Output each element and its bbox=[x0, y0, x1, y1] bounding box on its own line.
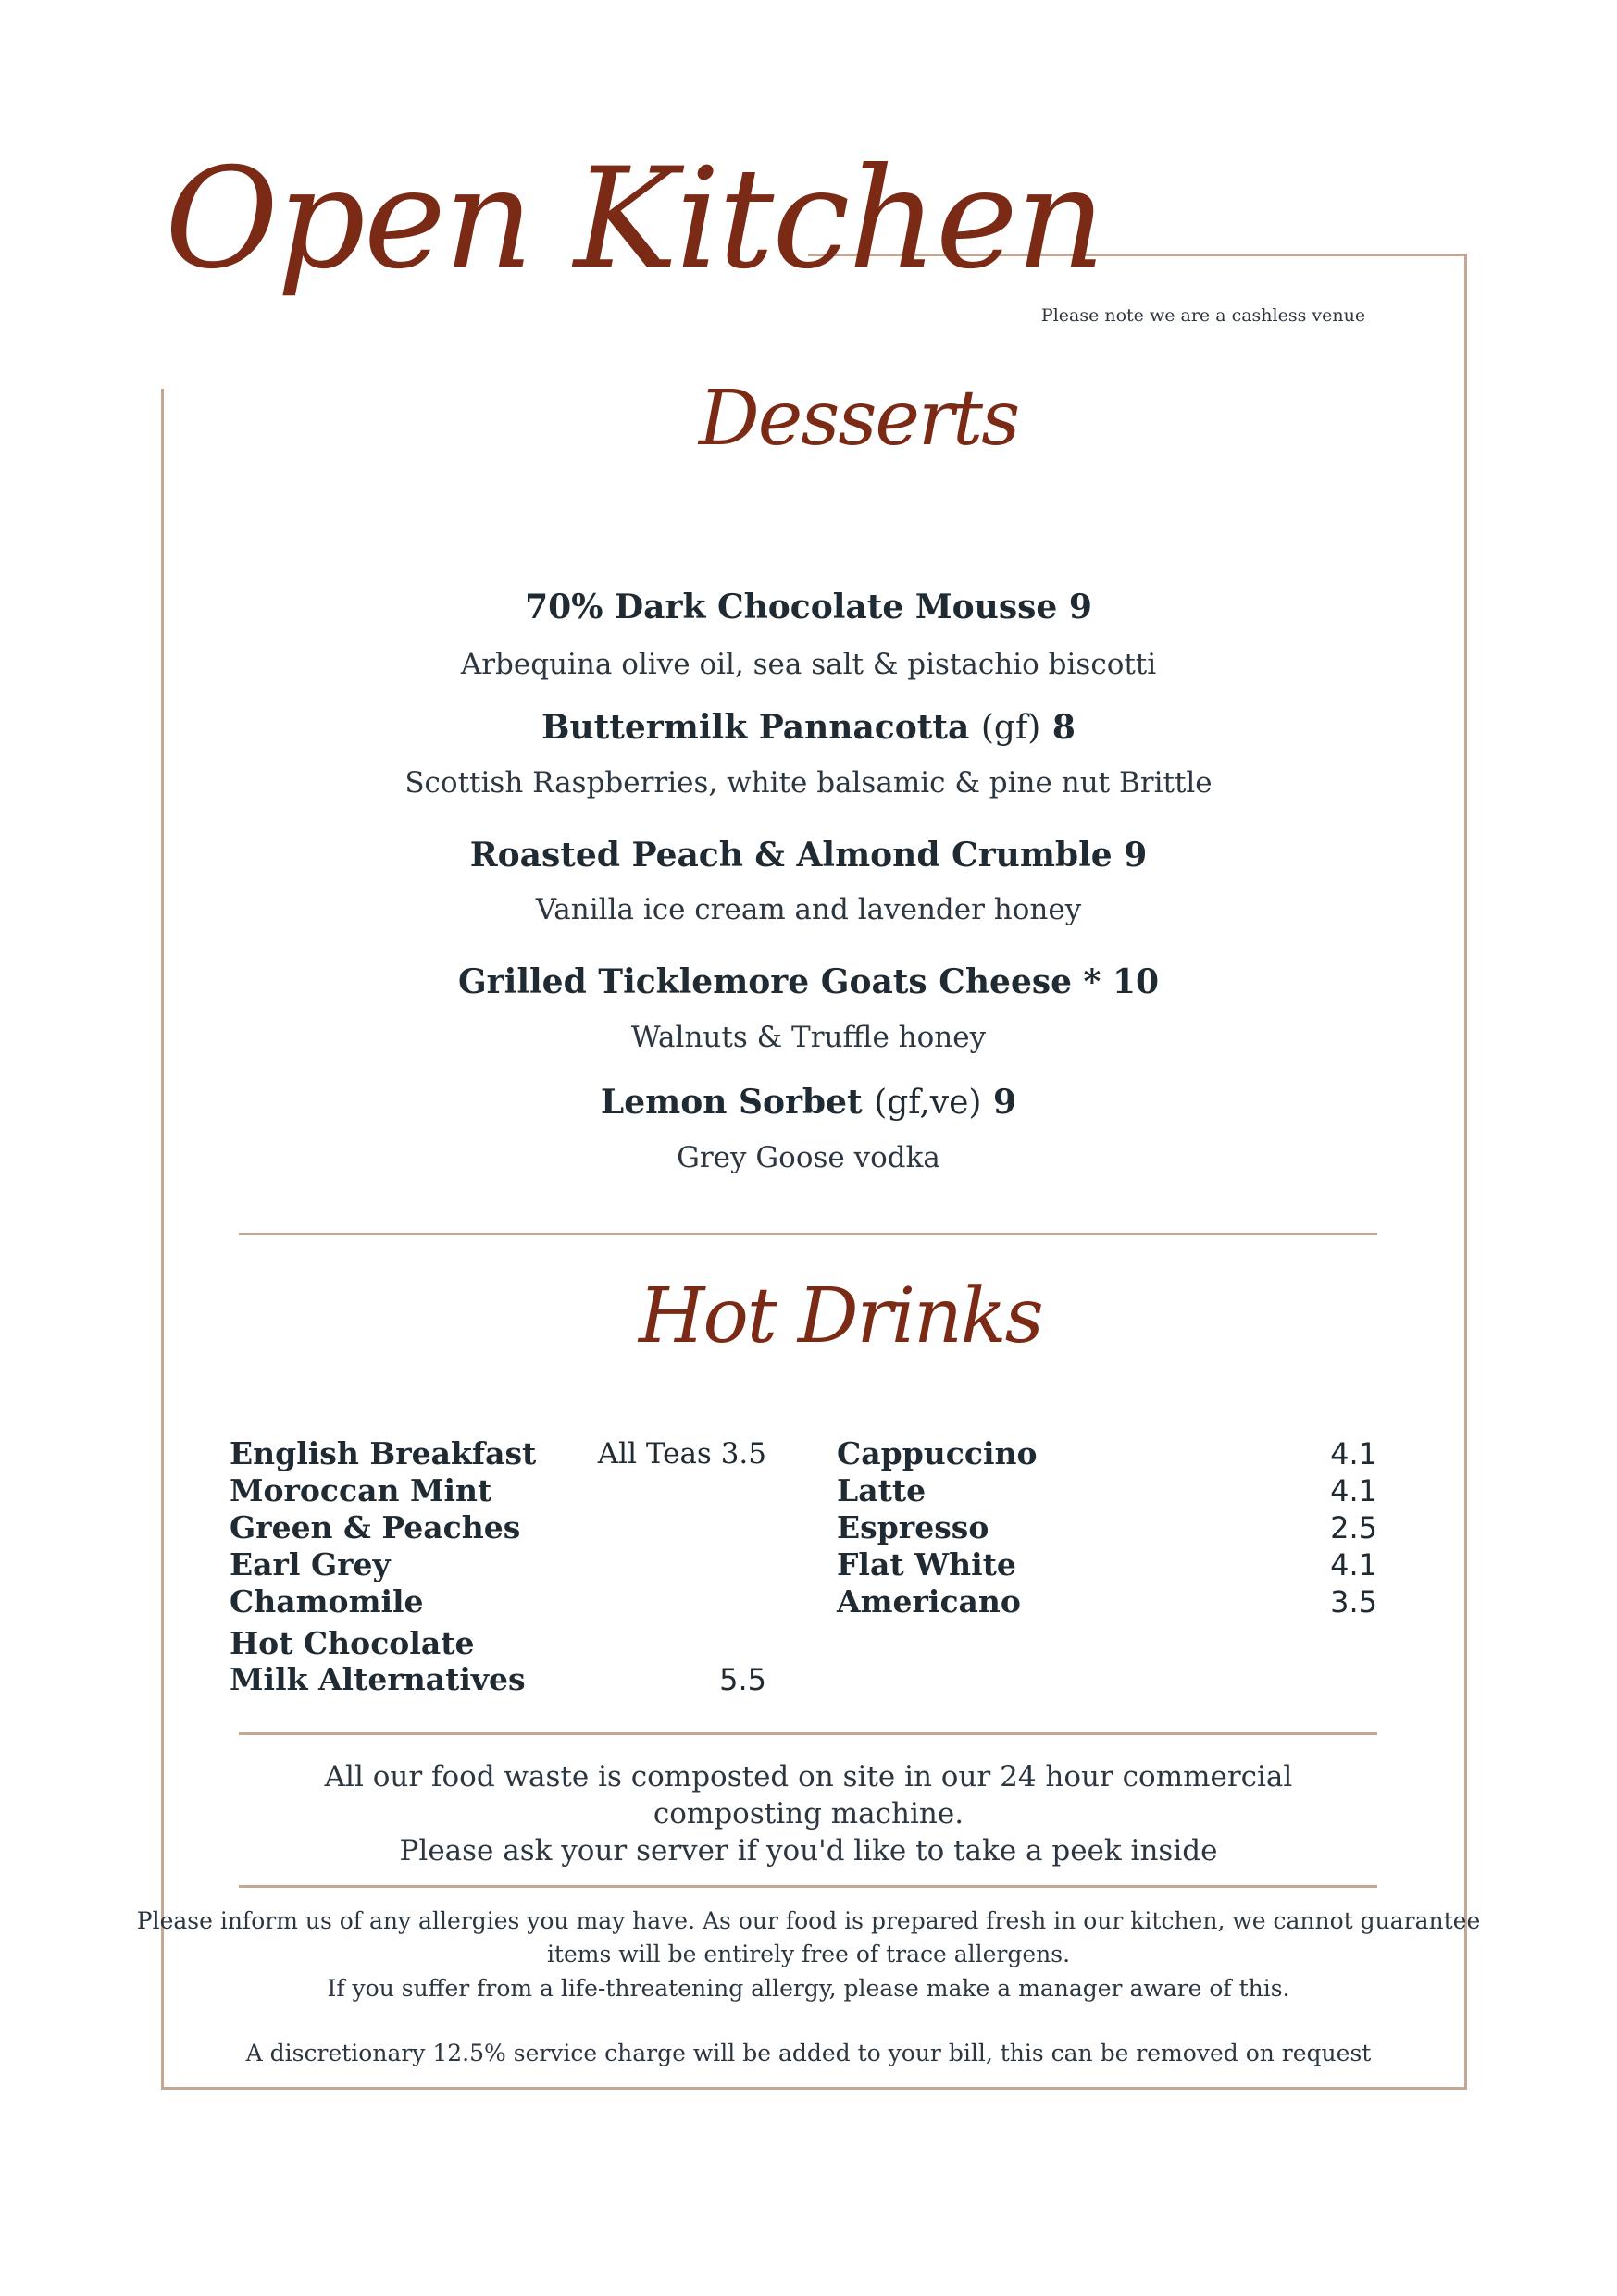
frame-bottom-border bbox=[161, 2087, 1467, 2090]
dessert-item-title bbox=[0, 1083, 1617, 1122]
tea-item: Earl Grey bbox=[230, 1546, 391, 1582]
tea-item: Green & Peaches bbox=[230, 1509, 521, 1545]
all-teas-price: All Teas 3.5 bbox=[597, 1437, 766, 1471]
milk-alternatives-price: 5.5 bbox=[719, 1662, 766, 1697]
coffee-price: 4.1 bbox=[1330, 1547, 1377, 1582]
coffee-item: Cappuccino bbox=[837, 1435, 1038, 1471]
dessert-price: 10 bbox=[1112, 962, 1160, 1001]
dessert-name: Grilled Ticklemore Goats Cheese * bbox=[457, 962, 1101, 1001]
dessert-name: Roasted Peach & Almond Crumble bbox=[469, 836, 1113, 875]
service-charge-note: A discretionary 12.5% service charge will be added to your bill, this can be removed on request bbox=[245, 2040, 1372, 2066]
dessert-name: 70% Dark Chocolate Mousse bbox=[525, 588, 1058, 627]
dessert-description: Arbequina olive oil, sea salt & pistachio biscotti bbox=[460, 648, 1157, 681]
section-divider bbox=[239, 1732, 1377, 1735]
dessert-price: 9 bbox=[1068, 588, 1092, 627]
coffee-price: 4.1 bbox=[1330, 1473, 1377, 1508]
dessert-item-title bbox=[0, 588, 1617, 627]
compost-note-line: composting machine. bbox=[653, 1797, 964, 1831]
section-divider bbox=[239, 1885, 1377, 1888]
coffee-item: Americano bbox=[837, 1583, 1021, 1620]
section-divider bbox=[239, 1233, 1377, 1235]
dessert-item-title bbox=[0, 836, 1617, 875]
dessert-price: 9 bbox=[993, 1083, 1017, 1122]
dessert-price: 8 bbox=[1051, 708, 1076, 747]
dessert-price: 9 bbox=[1124, 836, 1148, 875]
dessert-name: Buttermilk Pannacotta bbox=[541, 708, 970, 747]
coffee-price: 3.5 bbox=[1330, 1584, 1377, 1620]
dessert-description: Scottish Raspberries, white balsamic & pine nut Brittle bbox=[404, 766, 1213, 800]
dessert-item-title bbox=[0, 962, 1617, 1001]
coffee-price: 2.5 bbox=[1330, 1510, 1377, 1545]
coffee-price: 4.1 bbox=[1330, 1436, 1377, 1471]
dessert-name: Lemon Sorbet bbox=[600, 1083, 863, 1122]
compost-note-line: All our food waste is composted on site in our 24 hour commercial bbox=[324, 1760, 1293, 1793]
tea-item: Moroccan Mint bbox=[230, 1472, 492, 1508]
brand-logo-script: Open Kitchen bbox=[165, 139, 1104, 300]
dessert-description: Vanilla ice cream and lavender honey bbox=[535, 893, 1082, 926]
dessert-diet: (gf) bbox=[980, 709, 1041, 747]
allergy-notice-line: items will be entirely free of trace allergens. bbox=[546, 1941, 1071, 1967]
dessert-description: Walnuts & Truffle honey bbox=[630, 1021, 987, 1054]
dessert-diet: (gf,ve) bbox=[874, 1084, 982, 1122]
compost-note-line: Please ask your server if you'd like to take a peek inside bbox=[399, 1834, 1218, 1868]
tea-item: Milk Alternatives bbox=[230, 1661, 526, 1697]
allergy-notice-line: If you suffer from a life-threatening allergy, please make a manager aware of this. bbox=[327, 1975, 1290, 2002]
tea-item: Hot Chocolate bbox=[230, 1625, 475, 1661]
allergy-notice-line: Please inform us of any allergies you may have. As our food is prepared fresh in our kitchen, we cannot guarantee bbox=[136, 1907, 1481, 1934]
tea-item: Chamomile bbox=[230, 1583, 424, 1620]
coffee-item: Flat White bbox=[837, 1546, 1016, 1582]
dessert-item-title bbox=[0, 708, 1617, 747]
coffee-item: Espresso bbox=[837, 1509, 989, 1545]
desserts-heading: Desserts bbox=[699, 375, 1019, 463]
tea-item: English Breakfast bbox=[230, 1435, 537, 1471]
dessert-description: Grey Goose vodka bbox=[677, 1141, 940, 1174]
cashless-note: Please note we are a cashless venue bbox=[1040, 305, 1366, 326]
coffee-item: Latte bbox=[837, 1472, 927, 1508]
hot-drinks-heading: Hot Drinks bbox=[639, 1272, 1042, 1360]
